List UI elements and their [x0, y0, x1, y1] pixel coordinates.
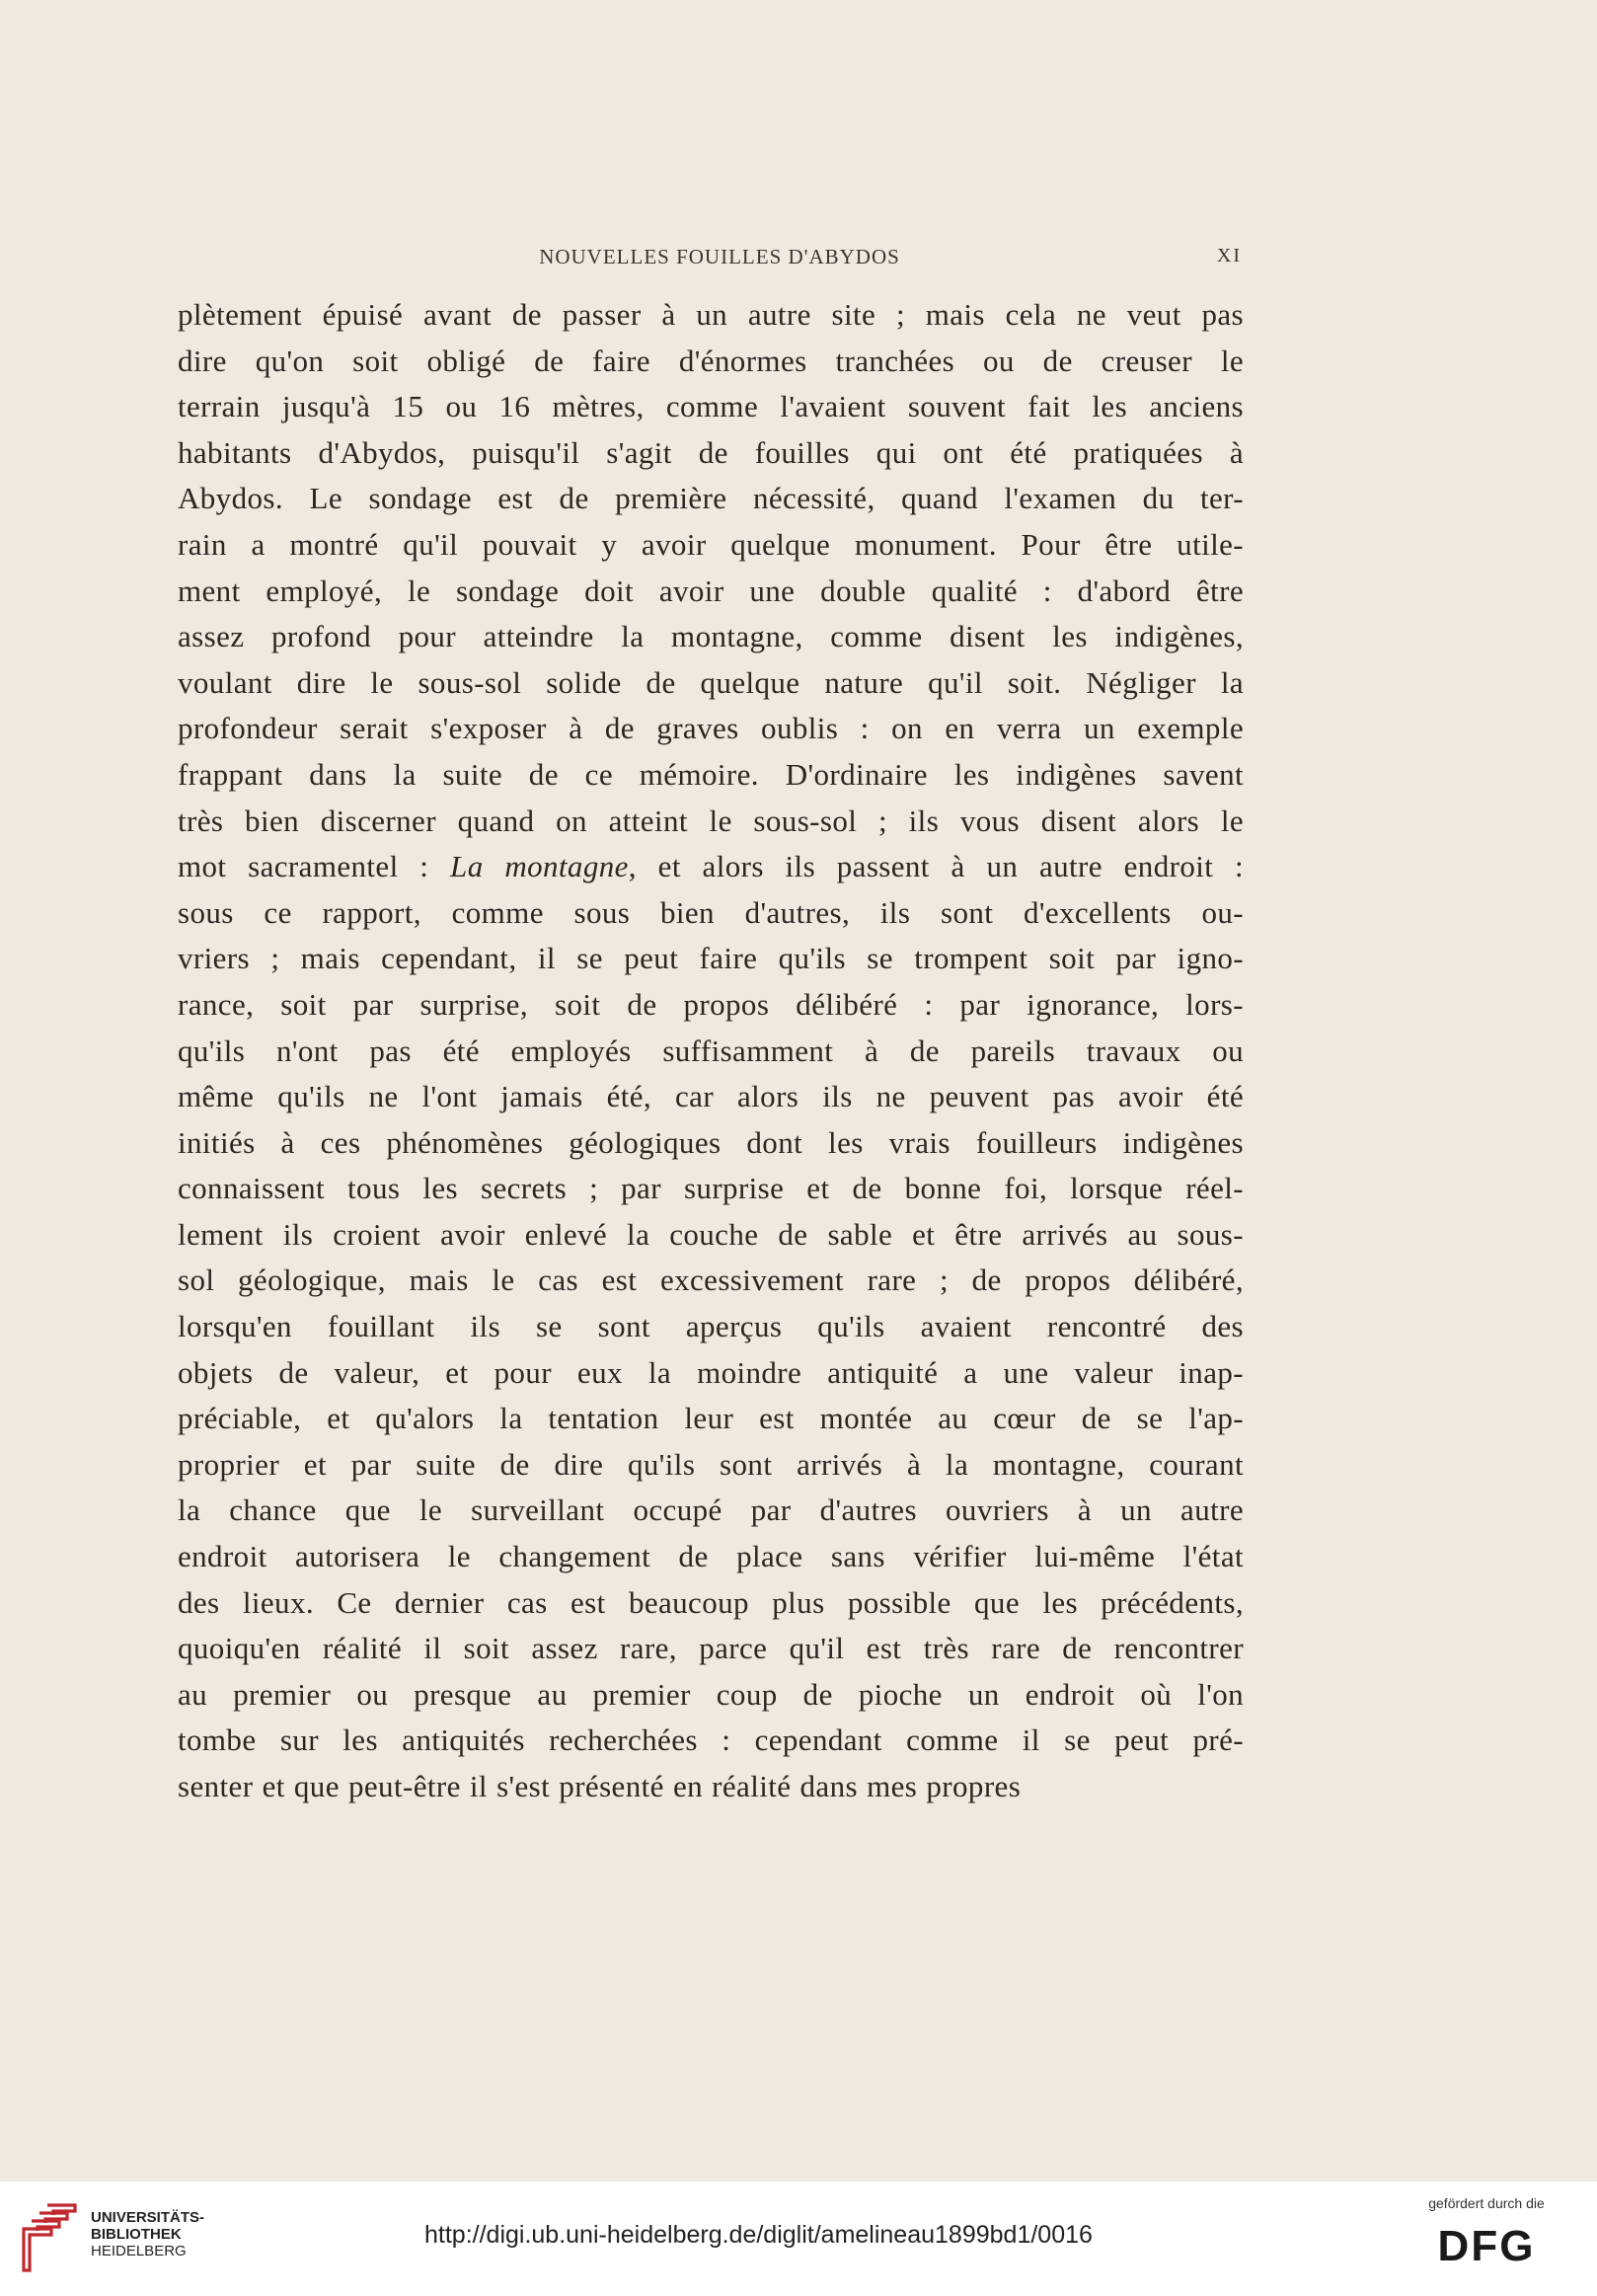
text-line: connaissent tous les secrets ; par surprise et de bonne foi, lorsque réel-: [178, 1171, 1244, 1206]
text-line: rance, soit par surprise, soit de propos délibéré : par ignorance, lors-: [178, 986, 1244, 1022]
text-line: ment employé, le sondage doit avoir une double qualité : d'abord être: [178, 573, 1244, 608]
text-line: dire qu'on soit obligé de faire d'énormes tranchées ou de creuser le: [178, 343, 1244, 378]
text-line: au premier ou presque au premier coup de pioche un endroit où l'on: [178, 1676, 1244, 1712]
text-line: très bien discerner quand on atteint le sous-sol ; ils vous disent alors le: [178, 803, 1244, 838]
svg-text:DFG: DFG: [1437, 2223, 1536, 2266]
text-line: assez profond pour atteindre la montagne, comme disent les indigènes,: [178, 619, 1244, 654]
permalink-url[interactable]: http://digi.ub.uni-heidelberg.de/diglit/amelineau1899bd1/0016: [424, 2221, 1093, 2249]
running-title: NOUVELLES FOUILLES D'ABYDOS: [539, 245, 900, 268]
funder-block: [1398, 2195, 1575, 2270]
text-line: lement ils croient avoir enlevé la couche de sable et être arrivés au sous-: [178, 1216, 1244, 1252]
library-logo-icon: [18, 2201, 79, 2274]
text-line: lorsqu'en fouillant ils se sont aperçus qu'ils avaient rencontré des: [178, 1309, 1244, 1344]
library-name: UNIVERSITÄTS- BIBLIOTHEK HEIDELBERG: [91, 2209, 205, 2259]
line-text-after: , et alors ils passent à un autre endroit :: [628, 849, 1244, 884]
text-line: initiés à ces phénomènes géologiques dont les vrais fouilleurs indigènes: [178, 1124, 1244, 1160]
page-folio: XI: [1216, 245, 1242, 267]
text-line: qu'ils n'ont pas été employés suffisamment à de pareils travaux ou: [178, 1033, 1244, 1068]
text-line: même qu'ils ne l'ont jamais été, car alors ils ne peuvent pas avoir été: [178, 1079, 1244, 1114]
text-line: objets de valeur, et pour eux la moindre antiquité a une valeur inap-: [178, 1354, 1244, 1390]
text-line: tombe sur les antiquités recherchées : cependant comme il se peut pré-: [178, 1722, 1244, 1758]
text-line: la chance que le surveillant occupé par d'autres ouvriers à un autre: [178, 1492, 1244, 1528]
text-line: voulant dire le sous-sol solide de quelque nature qu'il soit. Négliger la: [178, 664, 1244, 700]
text-line: plètement épuisé avant de passer à un autre site ; mais cela ne veut pas: [178, 297, 1244, 332]
text-line: quoiqu'en réalité il soit assez rare, parce qu'il est très rare de rencontrer: [178, 1631, 1244, 1666]
digitization-footer: [0, 2181, 1597, 2296]
text-line: endroit autorisera le changement de place sans vérifier lui-même l'état: [178, 1539, 1244, 1574]
funded-by-label: gefördert durch die: [1428, 2195, 1545, 2211]
text-line: des lieux. Ce dernier cas est beaucoup plus possible que les précédents,: [178, 1584, 1244, 1620]
line-text-before: mot sacramentel :: [178, 849, 451, 884]
body-text: [178, 292, 1244, 1810]
text-line: rain a montré qu'il pouvait y avoir quelque monument. Pour être utile-: [178, 526, 1244, 562]
text-line: proprier et par suite de dire qu'ils sont arrivés à la montagne, courant: [178, 1446, 1244, 1482]
text-line: Abydos. Le sondage est de première nécessité, quand l'examen du ter-: [178, 481, 1244, 516]
text-line: vriers ; mais cependant, il se peut faire qu'ils se trompent soit par igno-: [178, 941, 1244, 976]
text-line-with-italic: [178, 844, 1244, 890]
dfg-logo-icon: [1412, 2223, 1560, 2266]
text-line: sol géologique, mais le cas est excessivement rare ; de propos délibéré,: [178, 1263, 1244, 1298]
italic-term: La montagne: [450, 849, 629, 884]
text-line: sous ce rapport, comme sous bien d'autres, ils sont d'excellents ou-: [178, 894, 1244, 930]
text-line: senter et que peut-être il s'est présenté en réalité dans mes propres: [178, 1769, 1022, 1803]
text-line: terrain jusqu'à 15 ou 16 mètres, comme l'avaient souvent fait les anciens: [178, 389, 1244, 424]
text-line: habitants d'Abydos, puisqu'il s'agit de fouilles qui ont été pratiquées à: [178, 434, 1244, 470]
text-line: profondeur serait s'exposer à de graves oublis : on en verra un exemple: [178, 711, 1244, 746]
text-line: préciable, et qu'alors la tentation leur est montée au cœur de se l'ap-: [178, 1401, 1244, 1436]
text-line: frappant dans la suite de ce mémoire. D'ordinaire les indigènes savent: [178, 756, 1244, 792]
running-head: [197, 245, 1242, 274]
